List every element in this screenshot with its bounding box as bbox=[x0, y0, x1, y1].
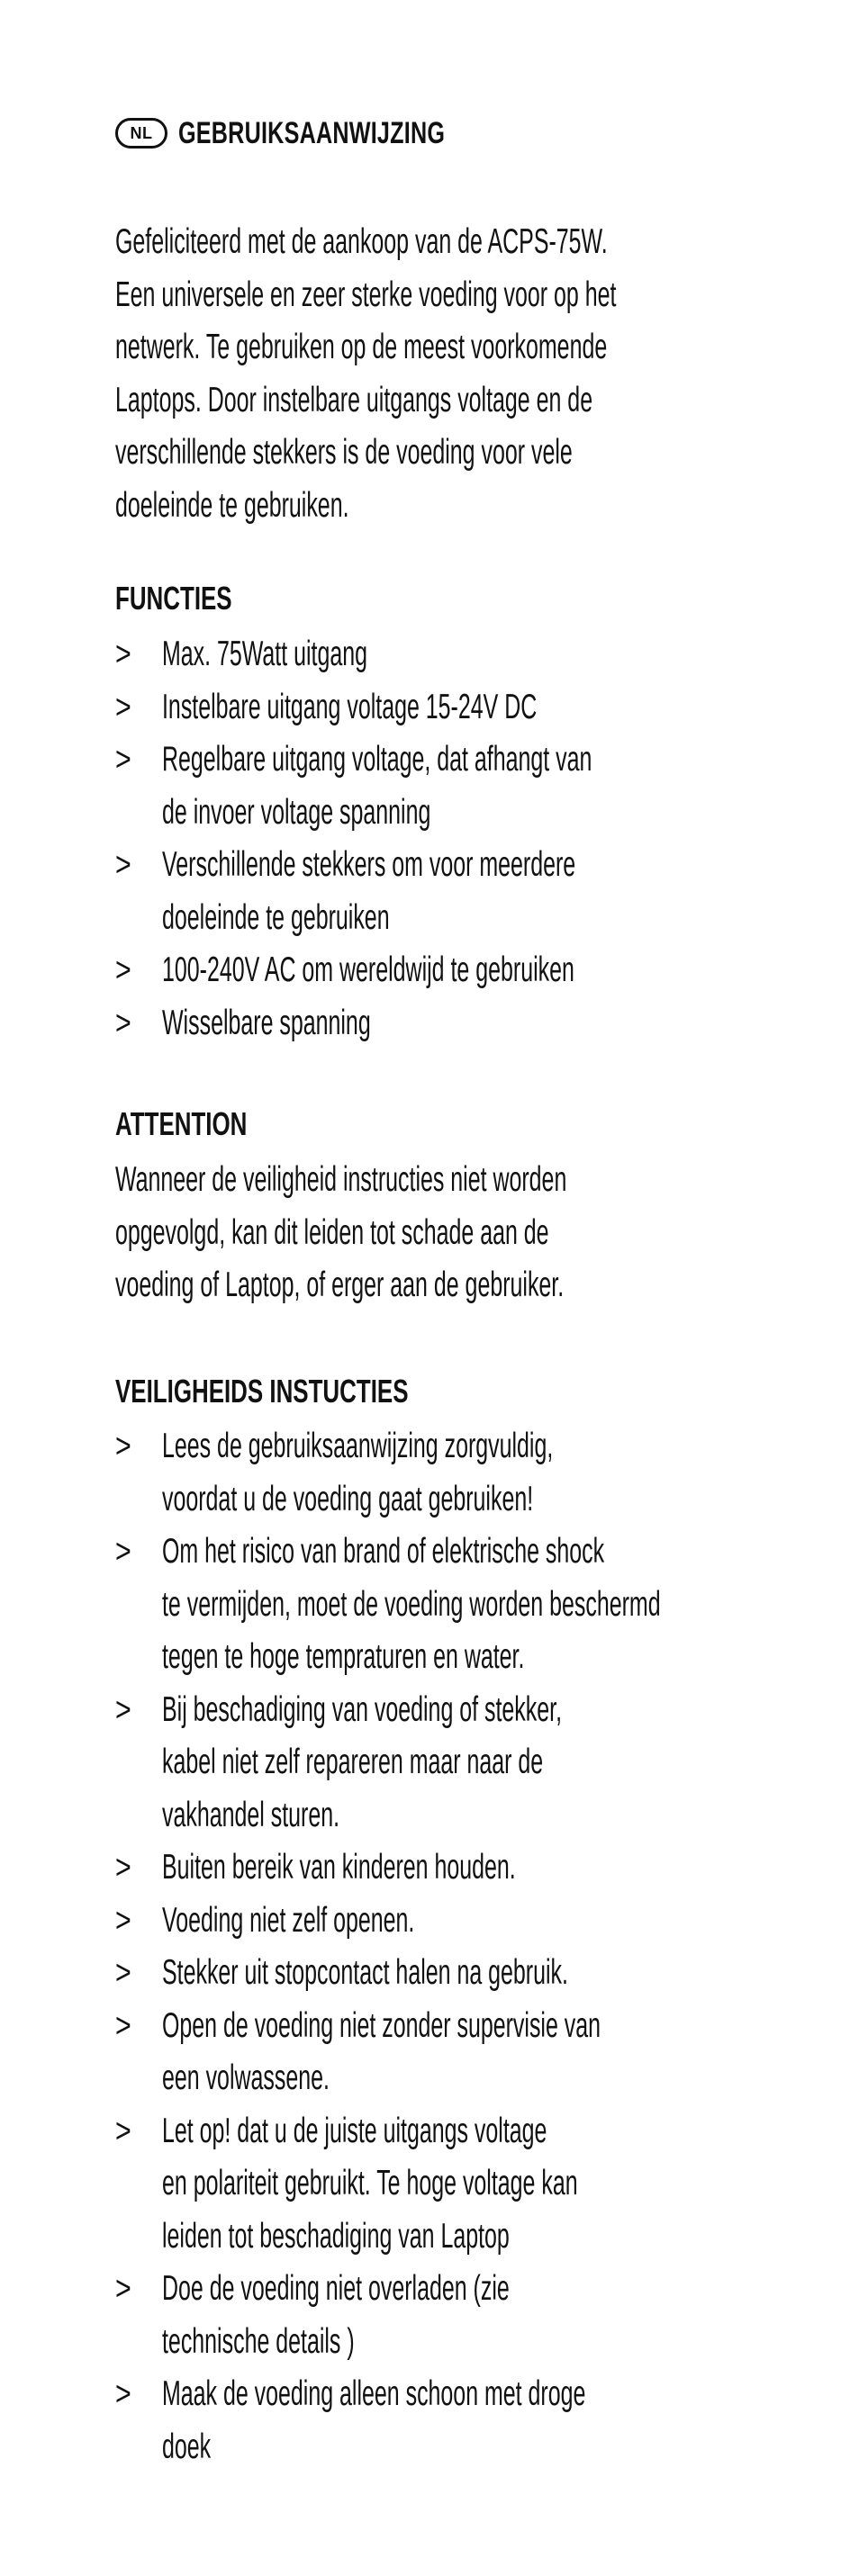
veiligheid-item-line: Doe de voeding niet overladen (zie bbox=[162, 2269, 510, 2308]
veiligheid-item-line: Buiten bereik van kinderen houden. bbox=[162, 1848, 516, 1887]
bullet-marker: > bbox=[115, 1954, 131, 1992]
attention-line: opgevolgd, kan dit leiden tot schade aan de bbox=[115, 1212, 549, 1252]
functies-item-line: Wisselbare spanning bbox=[162, 1003, 371, 1042]
functies-item-line: Max. 75Watt uitgang bbox=[162, 635, 367, 673]
functies-item-line: Instelbare uitgang voltage 15-24V DC bbox=[162, 687, 538, 726]
functies-item-line: 100-240V AC om wereldwijd te gebruiken bbox=[162, 950, 574, 989]
bullet-marker: > bbox=[115, 1428, 131, 1465]
veiligheid-item-line: Om het risico van brand of elektrische shock bbox=[162, 1532, 605, 1571]
veiligheid-item-line: een volwassene. bbox=[162, 2058, 330, 2097]
bullet-marker: > bbox=[115, 1901, 131, 1940]
section-heading-attention: ATTENTION bbox=[115, 1105, 248, 1142]
intro-line: verschillende stekkers is de voeding voor vele bbox=[115, 433, 573, 472]
bullet-marker: > bbox=[115, 951, 131, 989]
bullet-marker: > bbox=[115, 741, 131, 779]
veiligheid-item-line: vakhandel sturen. bbox=[162, 1795, 340, 1834]
veiligheid-item-line: Bij beschadiging van voeding of stekker, bbox=[162, 1689, 563, 1729]
functies-item-line: de invoer voltage spanning bbox=[162, 792, 431, 832]
veiligheid-item-line: Maak de voeding alleen schoon met droge bbox=[162, 2374, 586, 2413]
veiligheid-item-line: Let op! dat u de juiste uitgangs voltage bbox=[162, 2111, 547, 2150]
intro-line: doeleinde te gebruiken. bbox=[115, 485, 349, 525]
intro-line: Gefeliciteerd met de aankoop van de ACPS-75W. bbox=[115, 222, 608, 261]
veiligheid-item-line: en polariteit gebruikt. Te hoge voltage kan bbox=[162, 2164, 578, 2202]
title-row bbox=[115, 106, 538, 160]
bullet-marker: > bbox=[115, 635, 131, 673]
veiligheid-item-line: Stekker uit stopcontact halen na gebruik. bbox=[162, 1953, 568, 1992]
functies-item-line: doeleinde te gebruiken bbox=[162, 897, 390, 937]
functies-item-line: Verschillende stekkers om voor meerdere bbox=[162, 845, 576, 884]
bullet-marker: > bbox=[115, 2112, 131, 2150]
intro-line: netwerk. Te gebruiken op de meest voorkomende bbox=[115, 328, 608, 366]
veiligheid-item-line: kabel niet zelf repareren maar naar de bbox=[162, 1743, 544, 1781]
page-title: GEBRUIKSAANWIJZING bbox=[178, 115, 446, 150]
language-badge: NL bbox=[115, 118, 167, 149]
bullet-marker: > bbox=[115, 1004, 131, 1042]
bullet-marker: > bbox=[115, 1690, 131, 1729]
functies-item-line: Regelbare uitgang voltage, dat afhangt van bbox=[162, 740, 592, 779]
veiligheid-item-line: Lees de gebruiksaanwijzing zorgvuldig, bbox=[162, 1427, 554, 1465]
veiligheid-item-line: te vermijden, moet de voeding worden beschermd bbox=[162, 1584, 661, 1624]
intro-line: Laptops. Door instelbare uitgangs voltage en de bbox=[115, 380, 593, 419]
section-heading-functies: FUNCTIES bbox=[115, 580, 232, 617]
intro-line: Een universele en zeer sterke voeding voor op het bbox=[115, 275, 617, 314]
bullet-marker: > bbox=[115, 846, 131, 884]
bullet-marker: > bbox=[115, 2270, 131, 2308]
veiligheid-item-line: leiden tot beschadiging van Laptop bbox=[162, 2216, 510, 2256]
veiligheid-item-line: Voeding niet zelf openen. bbox=[162, 1900, 415, 1940]
bullet-marker: > bbox=[115, 2375, 131, 2413]
veiligheid-item-line: tegen te hoge tempraturen en water. bbox=[162, 1637, 525, 1676]
bullet-marker: > bbox=[115, 2006, 131, 2045]
veiligheid-item-line: voordat u de voeding gaat gebruiken! bbox=[162, 1479, 534, 1518]
bullet-marker: > bbox=[115, 1533, 131, 1571]
attention-line: voeding of Laptop, of erger aan de gebruiker. bbox=[115, 1265, 565, 1304]
attention-line: Wanneer de veiligheid instructies niet worden bbox=[115, 1160, 567, 1199]
bullet-marker: > bbox=[115, 688, 131, 726]
section-heading-veiligheid: VEILIGHEIDS INSTUCTIES bbox=[115, 1373, 409, 1410]
veiligheid-item-line: technische details ) bbox=[162, 2321, 355, 2361]
veiligheid-item-line: doek bbox=[162, 2427, 212, 2466]
veiligheid-item-line: Open de voeding niet zonder supervisie van bbox=[162, 2005, 601, 2045]
bullet-marker: > bbox=[115, 1849, 131, 1887]
